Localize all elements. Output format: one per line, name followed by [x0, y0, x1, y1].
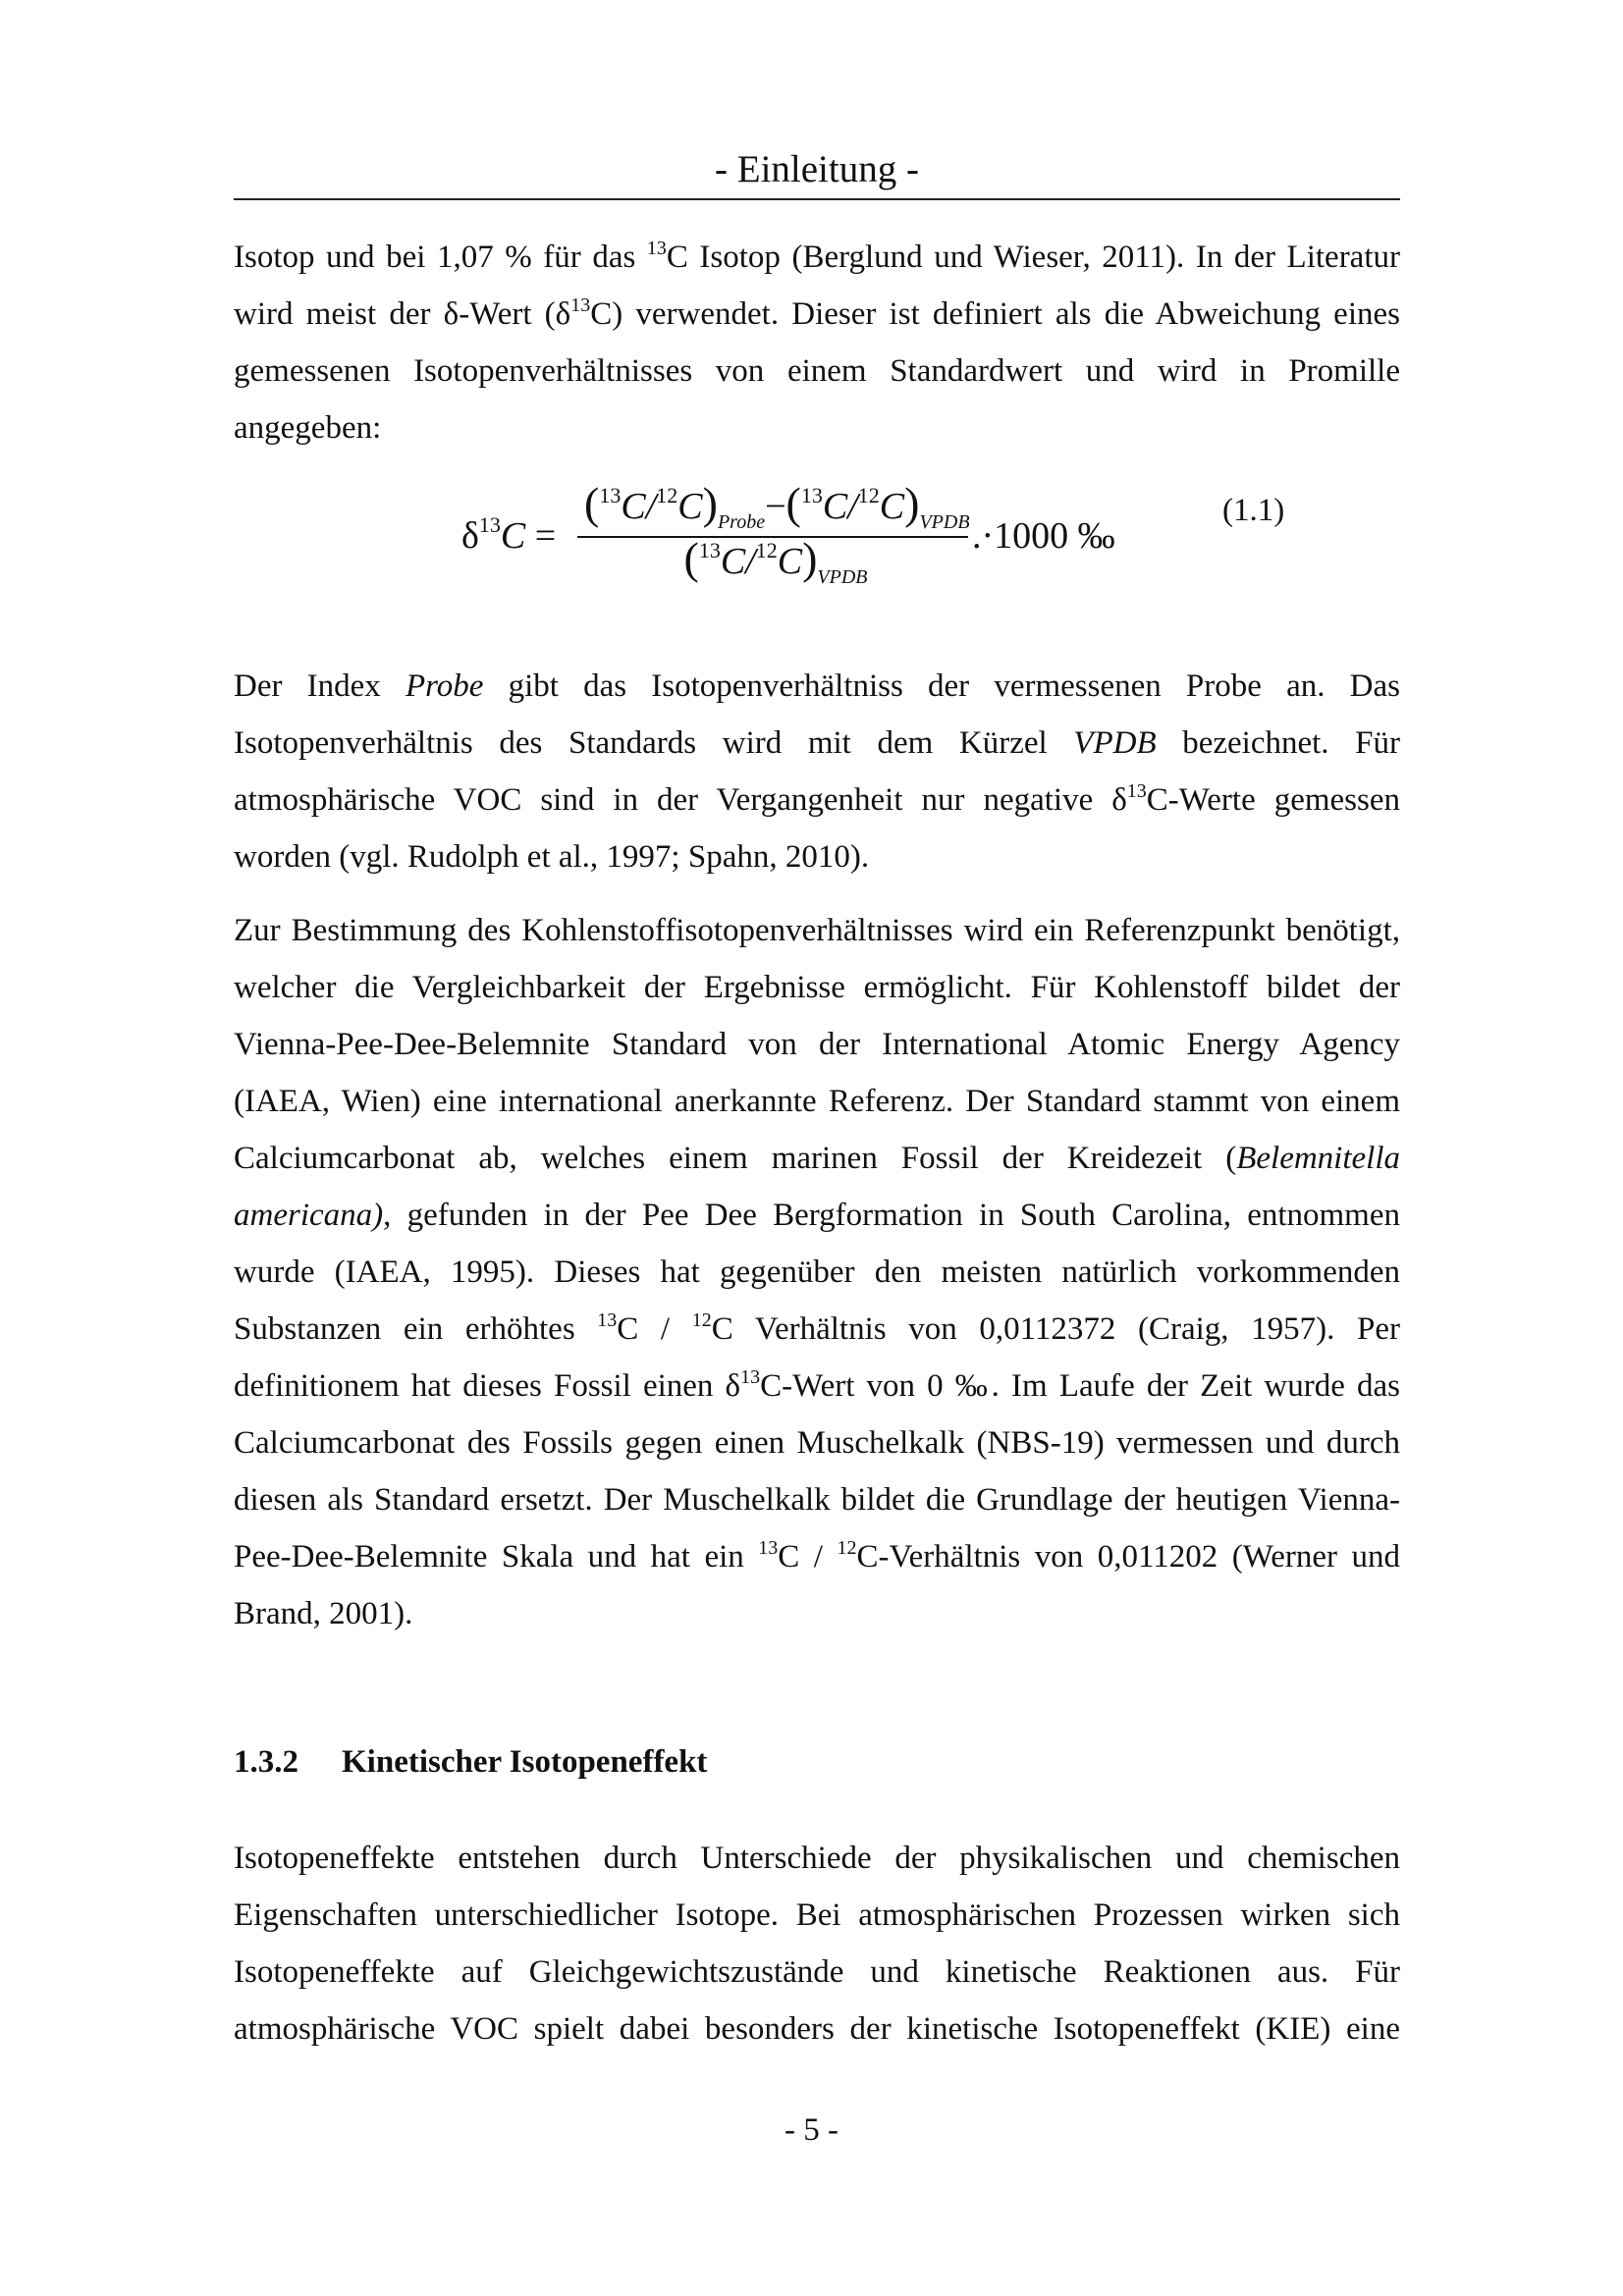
text-line [234, 1016, 1400, 1073]
text-segment: (IAEA, Wien) eine international anerkannte Referenz. Der Standard stammt von einem [234, 1084, 1400, 1119]
text-segment: Isotopenverhältnis des Standards wird mit dem Kürzel [234, 725, 1074, 761]
text-line [234, 715, 1400, 772]
text-line [234, 1073, 1400, 1130]
text-line [234, 1585, 1400, 1642]
text-segment: worden (vgl. Rudolph et al., 1997; Spahn, 2010). [234, 839, 870, 875]
text-line [234, 1887, 1400, 1944]
section-heading [234, 1737, 707, 1787]
minus-sign: − [765, 486, 786, 527]
text-segment: atmosphärische VOC sind in der Vergangenheit nur negative δ [234, 782, 1127, 818]
text-segment: Isotopeneffekte auf Gleichgewichtszustände und kinetische Reaktionen aus. Für [234, 1954, 1400, 1990]
text-line [234, 2001, 1400, 2057]
text-line [234, 1301, 1400, 1358]
delta-symbol: δ [461, 515, 479, 557]
text-segment: C / [617, 1311, 692, 1347]
superscript: 12 [837, 1537, 857, 1559]
text-segment: Isotop und bei 1,07 % für das [234, 240, 647, 275]
italic-text: Belemnitella [1236, 1141, 1400, 1176]
text-line [234, 1528, 1400, 1585]
paragraph-kinetic-isotope-effect [234, 1830, 1400, 2057]
text-segment: Brand, 2001). [234, 1596, 413, 1631]
variable: C [500, 515, 526, 557]
text-segment: C) verwendet. Dieser ist definiert als die Abweichung eines [590, 296, 1400, 332]
text-segment: C Verhältnis von 0,0112372 (Craig, 1957). Per [711, 1311, 1401, 1347]
variable: C [879, 486, 905, 527]
text-line [234, 828, 1400, 885]
text-segment: C-Wert von 0 ‰. Im Laufe der Zeit wurde das [760, 1368, 1400, 1404]
paragraph-isotope-abundance [234, 229, 1400, 456]
text-line [234, 1830, 1400, 1887]
text-segment: Calciumcarbonat ab, welches einem marinen Fossil der Kreidezeit ( [234, 1141, 1237, 1176]
italic-text: Probe [405, 668, 484, 704]
text-line [234, 1187, 1400, 1244]
text-segment: diesen als Standard ersetzt. Der Muschelkalk bildet die Grundlage der heutigen Vienna- [234, 1482, 1400, 1518]
text-line [234, 1244, 1400, 1301]
text-line [234, 1944, 1400, 2001]
text-line [234, 1471, 1400, 1528]
equation-factor: .·1000 ‰ [972, 515, 1115, 557]
italic-text: VPDB [1073, 725, 1157, 761]
slash: / [745, 541, 756, 582]
text-segment: gibt das Isotopenverhältniss der vermessenen Probe an. Das [483, 668, 1400, 704]
text-line [234, 400, 1400, 456]
text-segment: , gefunden in der Pee Dee Bergformation in South Carolina, entnommen [383, 1198, 1400, 1233]
text-segment: gemessenen Isotopenverhältnisses von einem Standardwert und wird in Promille [234, 353, 1400, 389]
superscript: 13 [800, 483, 823, 507]
text-segment: atmosphärische VOC spielt dabei besonders der kinetische Isotopeneffekt (KIE) eine [234, 2011, 1400, 2047]
subscript-vpdb: VPDB [817, 566, 868, 588]
variable: C [621, 486, 646, 527]
text-line [234, 286, 1400, 343]
text-segment: Pee-Dee-Belemnite Skala und hat ein [234, 1539, 759, 1575]
section-title: Kinetischer Isotopeneffekt [342, 1744, 708, 1780]
text-segment: Calciumcarbonat des Fossils gegen einen Muschelkalk (NBS-19) vermessen und durch [234, 1425, 1400, 1461]
text-line [234, 1130, 1400, 1187]
text-segment: Der Index [234, 668, 406, 704]
text-segment: Vienna-Pee-Dee-Belemnite Standard von der International Atomic Energy Agency [234, 1027, 1400, 1062]
section-number: 1.3.2 [234, 1744, 298, 1780]
text-line [234, 1415, 1400, 1471]
text-segment: C-Werte gemessen [1146, 782, 1401, 818]
text-line [234, 1358, 1400, 1415]
italic-text: americana) [234, 1198, 384, 1233]
superscript: 13 [758, 1537, 779, 1559]
equation-lhs [461, 514, 556, 558]
equation-denominator: $(^{13}C/^{12}C)_{VPDB}$ [683, 533, 868, 588]
superscript: 12 [755, 538, 778, 562]
text-segment: wurde (IAEA, 1995). Dieses hat gegenüber den meisten natürlich vorkommenden [234, 1255, 1400, 1290]
paragraph-index-probe [234, 658, 1400, 885]
variable: C [720, 541, 746, 582]
equation-number: (1.1) [1222, 493, 1285, 528]
superscript: 13 [740, 1366, 761, 1388]
superscript: 13 [698, 538, 721, 562]
superscript: 12 [857, 483, 880, 507]
superscript: 13 [599, 483, 622, 507]
superscript: 13 [478, 512, 501, 537]
superscript: 13 [646, 238, 667, 259]
equation-numerator: $(^{13}C/^{12}C)_{Probe}-(^{13}C/^{12}C)_{VPDB}$ [584, 478, 970, 533]
text-line [234, 343, 1400, 400]
superscript: 13 [570, 294, 591, 316]
paragraph-vpdb-standard [234, 902, 1400, 1642]
subscript-probe: Probe [717, 511, 766, 533]
superscript: 13 [1126, 780, 1147, 802]
text-segment: C Isotop (Berglund und Wieser, 2011). In der Literatur [666, 240, 1400, 275]
variable: C [677, 486, 703, 527]
text-line [234, 772, 1400, 828]
text-segment: Zur Bestimmung des Kohlenstoffisotopenverhältnisses wird ein Referenzpunkt benötigt, [234, 913, 1400, 948]
text-line [234, 229, 1400, 286]
text-segment: Eigenschaften unterschiedlicher Isotope. Bei atmosphärischen Prozessen wirken sich [234, 1897, 1400, 1933]
text-line [234, 658, 1400, 715]
text-segment: definitionem hat dieses Fossil einen δ [234, 1368, 741, 1404]
text-line [234, 959, 1400, 1016]
text-segment: C-Verhältnis von 0,011202 (Werner und [856, 1539, 1401, 1575]
text-segment: C / [778, 1539, 838, 1575]
slash: / [645, 486, 657, 527]
variable: C [822, 486, 848, 527]
equals-sign: = [534, 515, 557, 557]
running-header: - Einleitung - [715, 148, 919, 190]
text-segment: bezeichnet. Für [1156, 725, 1400, 761]
subscript-vpdb: VPDB [919, 511, 970, 533]
slash: / [847, 486, 858, 527]
text-segment: angegeben: [234, 410, 382, 446]
header-rule [234, 198, 1400, 200]
variable: C [777, 541, 803, 582]
equation-delta13c [452, 478, 1335, 599]
superscript: 13 [597, 1309, 618, 1331]
text-segment: Isotopeneffekte entstehen durch Unterschiede der physikalischen und chemischen [234, 1841, 1400, 1876]
text-segment: welcher die Vergleichbarkeit der Ergebnisse ermöglicht. Für Kohlenstoff bildet der [234, 970, 1400, 1005]
page-number: - 5 - [784, 2112, 839, 2148]
text-line [234, 902, 1400, 959]
superscript: 12 [691, 1309, 712, 1331]
text-segment: wird meist der δ-Wert (δ [234, 296, 571, 332]
text-segment: Substanzen ein erhöhtes [234, 1311, 598, 1347]
superscript: 12 [656, 483, 678, 507]
